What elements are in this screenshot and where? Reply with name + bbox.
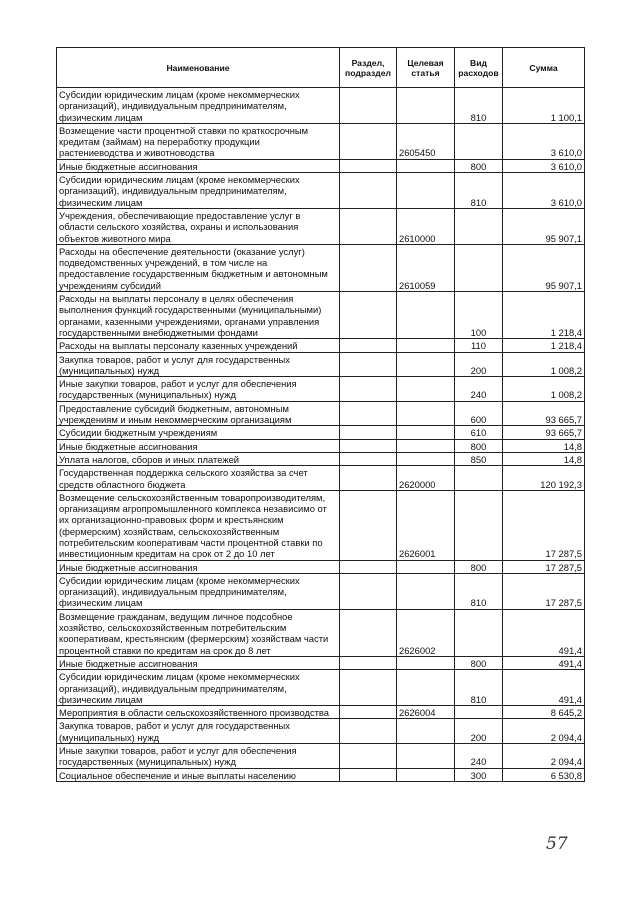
- cell-target: 2610059: [397, 244, 455, 291]
- table-row: [57, 768, 585, 781]
- cell-target: [397, 670, 455, 706]
- cell-target: [397, 426, 455, 439]
- cell-name: Иные бюджетные ассигнования: [57, 159, 340, 172]
- cell-sum: 1 218,4: [503, 339, 585, 352]
- cell-name: Возмещение сельскохозяйственным товаропроизводителям, организациям агропромышленного комплекса независимо от их организационно-правовых форм и крестьянским (фермерским) хозяйствам, сельскохозяйственным потребительским кооперативам части процентной ставки по инвестиционным кредитам на срок от 2 до 10 лет: [57, 490, 340, 560]
- cell-section: [340, 292, 397, 339]
- cell-sum: 14,8: [503, 452, 585, 465]
- cell-sum: 17 287,5: [503, 573, 585, 609]
- cell-expense: 240: [455, 377, 503, 402]
- table-row: [57, 377, 585, 402]
- page-number: 57: [546, 834, 568, 854]
- table-body: [57, 88, 585, 782]
- cell-sum: 95 907,1: [503, 244, 585, 291]
- cell-name: Закупка товаров, работ и услуг для государственных (муниципальных) нужд: [57, 719, 340, 744]
- budget-table: [56, 47, 585, 782]
- cell-sum: 2 094,4: [503, 744, 585, 769]
- table-row: [57, 401, 585, 426]
- cell-target: [397, 719, 455, 744]
- cell-target: 2626004: [397, 706, 455, 719]
- cell-expense: 100: [455, 292, 503, 339]
- cell-section: [340, 744, 397, 769]
- table-header-row: [57, 48, 585, 88]
- cell-target: [397, 173, 455, 209]
- cell-target: [397, 377, 455, 402]
- cell-section: [340, 159, 397, 172]
- cell-sum: 3 610,0: [503, 123, 585, 159]
- cell-target: 2605450: [397, 123, 455, 159]
- cell-name: Закупка товаров, работ и услуг для государственных (муниципальных) нужд: [57, 352, 340, 377]
- table-row: [57, 159, 585, 172]
- cell-sum: 1 008,2: [503, 377, 585, 402]
- cell-sum: 120 192,3: [503, 466, 585, 491]
- cell-name: Иные закупки товаров, работ и услуг для обеспечения государственных (муниципальных) нужд: [57, 744, 340, 769]
- header-expense: Вид расходов: [455, 48, 503, 88]
- cell-target: [397, 573, 455, 609]
- cell-sum: 491,4: [503, 670, 585, 706]
- table-row: [57, 439, 585, 452]
- cell-name: Субсидии бюджетным учреждениям: [57, 426, 340, 439]
- table-row: [57, 706, 585, 719]
- cell-expense: 810: [455, 88, 503, 124]
- cell-name: Субсидии юридическим лицам (кроме некоммерческих организаций), индивидуальным предпринимателям, физическим лицам: [57, 173, 340, 209]
- header-name: Наименование: [57, 48, 340, 88]
- table-row: [57, 744, 585, 769]
- cell-expense: 240: [455, 744, 503, 769]
- cell-name: Расходы на обеспечение деятельности (оказание услуг) подведомственных учреждений, в том числе на предоставление государственным бюджетным и автономным учреждениям субсидий: [57, 244, 340, 291]
- table-row: [57, 208, 585, 244]
- cell-section: [340, 573, 397, 609]
- cell-target: [397, 439, 455, 452]
- table-row: [57, 490, 585, 560]
- cell-expense: 800: [455, 439, 503, 452]
- cell-sum: 17 287,5: [503, 560, 585, 573]
- cell-name: Субсидии юридическим лицам (кроме некоммерческих организаций), индивидуальным предпринимателям, физическим лицам: [57, 670, 340, 706]
- cell-expense: 800: [455, 159, 503, 172]
- cell-sum: 3 610,0: [503, 159, 585, 172]
- cell-sum: 491,4: [503, 656, 585, 669]
- cell-section: [340, 609, 397, 656]
- header-target: Целевая статья: [397, 48, 455, 88]
- cell-sum: 2 094,4: [503, 719, 585, 744]
- cell-name: Возмещение гражданам, ведущим личное подсобное хозяйство, сельскохозяйственным потребительским кооперативам, крестьянским (фермерским) хозяйствам части процентной ставки по кредитам на срок до 8 лет: [57, 609, 340, 656]
- cell-section: [340, 208, 397, 244]
- cell-target: [397, 339, 455, 352]
- table-row: [57, 339, 585, 352]
- cell-expense: 600: [455, 401, 503, 426]
- cell-expense: [455, 244, 503, 291]
- cell-target: [397, 656, 455, 669]
- table-row: [57, 670, 585, 706]
- table-row: [57, 609, 585, 656]
- cell-name: Предоставление субсидий бюджетным, автономным учреждениям и иным некоммерческим организациям: [57, 401, 340, 426]
- table-row: [57, 426, 585, 439]
- cell-name: Субсидии юридическим лицам (кроме некоммерческих организаций), индивидуальным предпринимателям, физическим лицам: [57, 88, 340, 124]
- cell-section: [340, 377, 397, 402]
- cell-name: Социальное обеспечение и иные выплаты населению: [57, 768, 340, 781]
- cell-target: [397, 88, 455, 124]
- cell-sum: 1 100,1: [503, 88, 585, 124]
- cell-target: 2610000: [397, 208, 455, 244]
- cell-section: [340, 123, 397, 159]
- cell-target: [397, 292, 455, 339]
- cell-section: [340, 768, 397, 781]
- cell-name: Иные бюджетные ассигнования: [57, 560, 340, 573]
- cell-target: [397, 159, 455, 172]
- cell-target: 2626002: [397, 609, 455, 656]
- cell-target: [397, 768, 455, 781]
- table-row: [57, 573, 585, 609]
- cell-expense: [455, 490, 503, 560]
- cell-expense: [455, 706, 503, 719]
- table-row: [57, 123, 585, 159]
- cell-name: Расходы на выплаты персоналу в целях обеспечения выполнения функций государственными (муниципальными) органами, казенными учреждениями, органами управления государственными внебюджетными фондами: [57, 292, 340, 339]
- cell-expense: 110: [455, 339, 503, 352]
- cell-name: Иные закупки товаров, работ и услуг для обеспечения государственных (муниципальных) нужд: [57, 377, 340, 402]
- cell-section: [340, 352, 397, 377]
- cell-target: 2620000: [397, 466, 455, 491]
- cell-section: [340, 656, 397, 669]
- cell-section: [340, 173, 397, 209]
- cell-target: [397, 452, 455, 465]
- cell-target: [397, 401, 455, 426]
- cell-sum: 95 907,1: [503, 208, 585, 244]
- header-section: Раздел, подраздел: [340, 48, 397, 88]
- table-row: [57, 173, 585, 209]
- cell-name: Уплата налогов, сборов и иных платежей: [57, 452, 340, 465]
- cell-expense: [455, 466, 503, 491]
- table-row: [57, 719, 585, 744]
- cell-expense: 610: [455, 426, 503, 439]
- cell-target: 2626001: [397, 490, 455, 560]
- cell-target: [397, 744, 455, 769]
- header-sum: Сумма: [503, 48, 585, 88]
- cell-section: [340, 426, 397, 439]
- cell-expense: 300: [455, 768, 503, 781]
- cell-target: [397, 352, 455, 377]
- cell-section: [340, 88, 397, 124]
- table-row: [57, 88, 585, 124]
- cell-expense: 200: [455, 352, 503, 377]
- cell-sum: 17 287,5: [503, 490, 585, 560]
- cell-name: Расходы на выплаты персоналу казенных учреждений: [57, 339, 340, 352]
- cell-sum: 14,8: [503, 439, 585, 452]
- cell-section: [340, 719, 397, 744]
- cell-section: [340, 706, 397, 719]
- cell-expense: [455, 208, 503, 244]
- table-row: [57, 560, 585, 573]
- cell-expense: [455, 609, 503, 656]
- cell-sum: 1 218,4: [503, 292, 585, 339]
- cell-expense: 200: [455, 719, 503, 744]
- cell-name: Учреждения, обеспечивающие предоставление услуг в области сельского хозяйства, охраны и использования объектов животного мира: [57, 208, 340, 244]
- cell-sum: 1 008,2: [503, 352, 585, 377]
- cell-section: [340, 244, 397, 291]
- cell-section: [340, 401, 397, 426]
- cell-section: [340, 490, 397, 560]
- cell-expense: 810: [455, 173, 503, 209]
- cell-expense: [455, 123, 503, 159]
- table-row: [57, 452, 585, 465]
- table-row: [57, 656, 585, 669]
- cell-sum: 93 665,7: [503, 401, 585, 426]
- cell-section: [340, 452, 397, 465]
- cell-sum: 6 530,8: [503, 768, 585, 781]
- cell-section: [340, 466, 397, 491]
- cell-expense: 810: [455, 573, 503, 609]
- cell-expense: 800: [455, 560, 503, 573]
- cell-sum: 93 665,7: [503, 426, 585, 439]
- cell-sum: 491,4: [503, 609, 585, 656]
- cell-section: [340, 560, 397, 573]
- cell-expense: 800: [455, 656, 503, 669]
- cell-name: Государственная поддержка сельского хозяйства за счет средств областного бюджета: [57, 466, 340, 491]
- cell-name: Иные бюджетные ассигнования: [57, 439, 340, 452]
- table-row: [57, 466, 585, 491]
- table-row: [57, 352, 585, 377]
- cell-sum: 3 610,0: [503, 173, 585, 209]
- cell-target: [397, 560, 455, 573]
- cell-section: [340, 339, 397, 352]
- cell-section: [340, 670, 397, 706]
- table-row: [57, 292, 585, 339]
- cell-expense: 850: [455, 452, 503, 465]
- table-row: [57, 244, 585, 291]
- cell-section: [340, 439, 397, 452]
- cell-expense: 810: [455, 670, 503, 706]
- cell-name: Возмещение части процентной ставки по краткосрочным кредитам (займам) на переработку продукции растениеводства и животноводства: [57, 123, 340, 159]
- cell-name: Мероприятия в области сельскохозяйственного производства: [57, 706, 340, 719]
- cell-name: Субсидии юридическим лицам (кроме некоммерческих организаций), индивидуальным предпринимателям, физическим лицам: [57, 573, 340, 609]
- cell-name: Иные бюджетные ассигнования: [57, 656, 340, 669]
- cell-sum: 8 645,2: [503, 706, 585, 719]
